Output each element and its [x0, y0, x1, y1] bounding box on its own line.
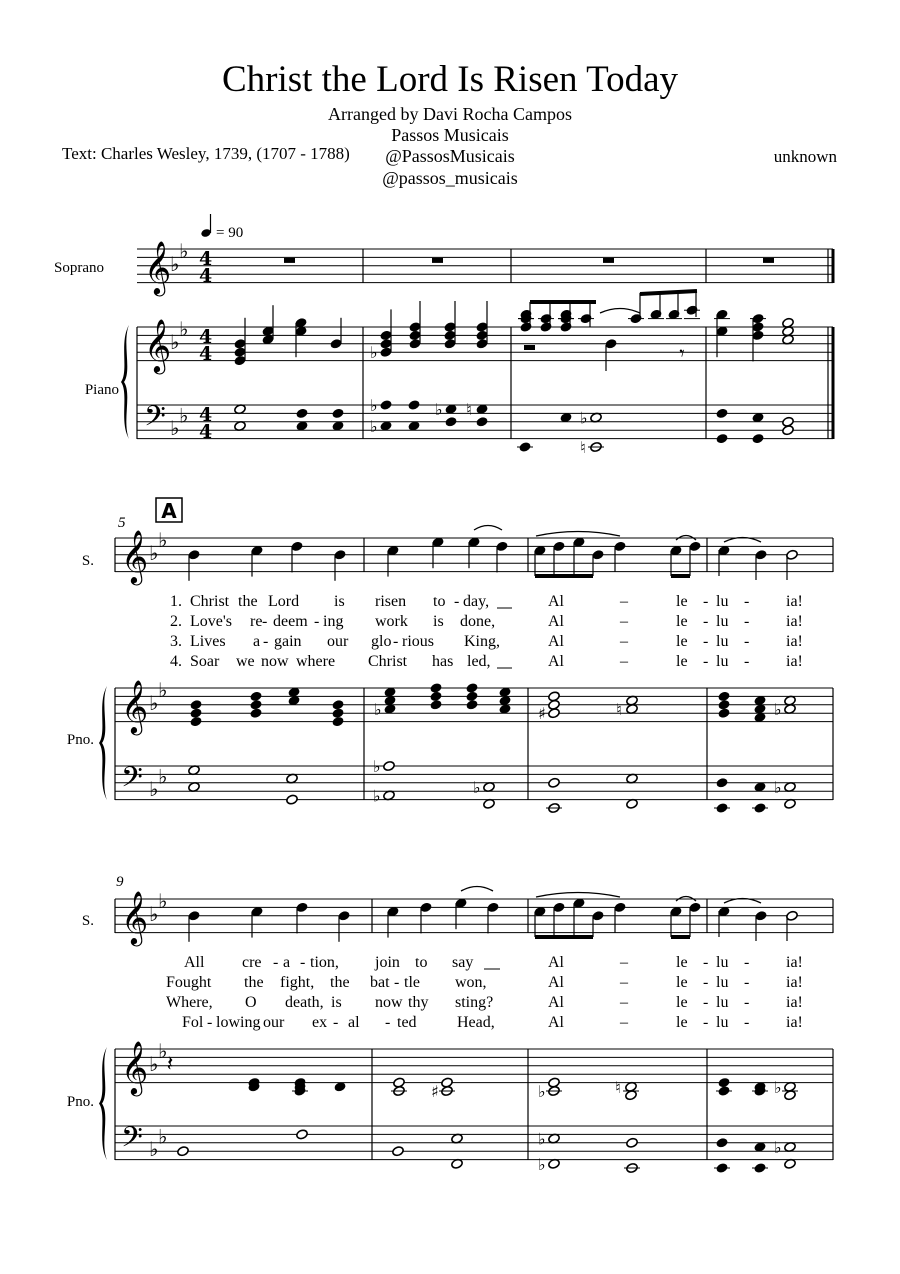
piano-brace — [121, 325, 129, 439]
lyric-syllable: lu — [716, 653, 729, 670]
note-head — [250, 699, 263, 710]
note-head — [752, 433, 765, 444]
lyric-syllable: le — [676, 653, 688, 670]
lyric-syllable: - — [385, 1014, 391, 1031]
lyric-syllable: rious — [402, 633, 434, 650]
accidental: ♭ — [774, 700, 782, 719]
lyric-syllable: now — [261, 653, 289, 670]
note-head — [332, 408, 345, 419]
note-head — [716, 408, 729, 419]
lyric-syllable: Al — [548, 974, 564, 991]
note-head — [466, 699, 479, 710]
note-head — [548, 777, 561, 788]
lyric-syllable: Lives — [190, 633, 226, 650]
slur — [461, 887, 493, 892]
lyric-syllable: join — [375, 954, 400, 971]
key-signature-flat: ♭ — [149, 1051, 159, 1076]
whole-rest — [432, 258, 443, 263]
key-signature-flat: ♭ — [158, 889, 168, 914]
key-signature-flat: ♭ — [149, 690, 159, 715]
time-signature: 4 — [199, 248, 213, 270]
time-signature: 4 — [199, 404, 213, 426]
key-signature-flat: ♭ — [170, 416, 180, 441]
lyric-syllable: 2. — [170, 613, 182, 630]
lyric-syllable: – — [620, 994, 628, 1011]
accidental: ♮ — [616, 700, 622, 719]
lyric-syllable: - — [393, 633, 399, 650]
lyric-syllable: Fol — [182, 1014, 204, 1031]
treble-clef: 𝄞 — [121, 679, 149, 733]
publisher-credit: Passos Musicais — [391, 125, 509, 145]
bass-clef: 𝄢 — [121, 761, 143, 801]
lyric-syllable: – — [620, 653, 628, 670]
accidental: ♭ — [580, 408, 588, 428]
lyric-syllable: 3. — [170, 633, 182, 650]
lyric-syllable: a — [253, 633, 261, 650]
lyric-syllable: - — [333, 1014, 339, 1031]
lyric-syllable: Al — [548, 593, 564, 610]
soprano-label: Soprano — [54, 260, 104, 276]
lyric-syllable: 4. — [170, 653, 182, 670]
lyric-syllable: say — [452, 954, 474, 971]
poet-credit: Text: Charles Wesley, 1739, (1707 - 1788) — [62, 144, 350, 163]
publisher-handle: @PassosMusicais — [385, 146, 515, 166]
lyric-syllable: - — [394, 974, 400, 991]
lyric-syllable: death, — [285, 994, 324, 1011]
lyric-syllable: is — [433, 613, 444, 630]
lyric-syllable: - — [744, 954, 750, 971]
key-signature-flat: ♭ — [179, 239, 189, 264]
lyric-syllable: now — [375, 994, 403, 1011]
lyric-syllable: Love's — [190, 613, 232, 630]
measure-number: 5 — [118, 515, 126, 531]
lyric-syllable: al — [348, 1014, 360, 1031]
lyric-syllable: ted — [397, 1014, 417, 1031]
lyric-syllable: is — [331, 994, 342, 1011]
lyric-syllable: Al — [548, 633, 564, 650]
whole-rest — [524, 345, 535, 350]
lyric-syllable: – — [620, 613, 628, 630]
note-head — [296, 408, 309, 419]
lyric-syllable: where — [296, 653, 336, 670]
accidental: ♯ — [431, 1082, 439, 1101]
slur — [474, 526, 502, 531]
lyric-syllable: - — [703, 1014, 709, 1031]
bass-clef: 𝄢 — [121, 1121, 143, 1161]
lyric-syllable: King, — [464, 633, 500, 650]
note-head — [430, 691, 443, 702]
accidental: ♭ — [473, 778, 481, 797]
lyric-syllable: ia! — [786, 994, 803, 1011]
lyric-syllable: ia! — [786, 593, 803, 610]
lyric-syllable: - — [207, 1014, 213, 1031]
lyric-syllable: our — [327, 633, 349, 650]
lyric-syllable: tion, — [310, 954, 339, 971]
eighth-rest: 𝄾 — [679, 341, 685, 365]
note-head — [718, 691, 731, 702]
lyric-syllable: to — [433, 593, 446, 610]
note-head — [286, 794, 299, 805]
lyric-syllable: lu — [716, 954, 729, 971]
lyric-syllable: cre — [242, 954, 262, 971]
lyric-syllable: ia! — [786, 653, 803, 670]
accidental: ♭ — [774, 1077, 782, 1097]
accidental: ♭ — [774, 778, 782, 797]
lyric-syllable: le — [676, 994, 688, 1011]
accidental: ♭ — [374, 700, 382, 719]
note-head — [332, 708, 345, 719]
lyric-syllable: – — [620, 974, 628, 991]
soprano-staff — [137, 249, 833, 283]
key-signature-flat: ♭ — [170, 329, 180, 354]
note-head — [430, 682, 443, 693]
lyric-syllable: Fought — [166, 974, 212, 991]
soprano-short-label: S. — [81, 913, 94, 929]
note-head — [408, 399, 421, 410]
lyric-syllable: - — [744, 653, 750, 670]
key-signature-flat: ♭ — [149, 901, 159, 926]
lyric-syllable: - — [262, 613, 268, 630]
note-head — [430, 699, 443, 710]
key-signature-flat: ♭ — [158, 764, 168, 789]
lyric-syllable: - — [744, 593, 750, 610]
note-head — [466, 691, 479, 702]
key-signature-flat: ♭ — [158, 528, 168, 553]
note-head — [718, 699, 731, 710]
lyric-syllable: – — [620, 954, 628, 971]
piano-treble-staff — [115, 1049, 833, 1083]
lyric-syllable: risen — [375, 593, 407, 610]
rehearsal-mark: A — [161, 499, 177, 523]
lyric-syllable: – — [620, 593, 628, 610]
whole-rest — [284, 258, 295, 263]
piano-brace — [99, 1047, 107, 1160]
lyric-syllable: - — [273, 954, 279, 971]
note-head — [476, 416, 489, 427]
lyric-syllable: ia! — [786, 613, 803, 630]
treble-clef: 𝄞 — [121, 890, 149, 944]
composer-credit: unknown — [773, 147, 837, 166]
lyric-syllable: tle — [404, 974, 420, 991]
lyric-syllable: - — [314, 613, 320, 630]
accidental: ♭ — [774, 1138, 782, 1157]
soprano-short-label: S. — [81, 553, 94, 569]
key-signature-flat: ♭ — [158, 1124, 168, 1149]
lyric-syllable: led, — [467, 653, 491, 670]
slur — [536, 532, 620, 537]
note-head — [380, 399, 393, 410]
note-head — [548, 708, 561, 719]
lyric-syllable: le — [676, 974, 688, 991]
time-signature: 4 — [199, 343, 213, 365]
key-signature-flat: ♭ — [179, 403, 189, 428]
note-head — [718, 1077, 731, 1088]
lyric-syllable: - — [703, 593, 709, 610]
lyric-syllable: Al — [548, 613, 564, 630]
lyric-syllable: the — [330, 974, 350, 991]
accidental: ♮ — [580, 438, 586, 457]
lyric-syllable: le — [676, 613, 688, 630]
treble-clef: 𝄞 — [121, 1040, 149, 1094]
note-head — [716, 777, 729, 788]
lyric-syllable: fight, — [280, 974, 315, 991]
lyric-syllable: lu — [716, 633, 729, 650]
note-head — [716, 1137, 729, 1148]
note-head — [445, 416, 458, 427]
note-head — [718, 708, 731, 719]
lyric-syllable: 1. — [170, 593, 182, 610]
lyric-syllable: bat — [370, 974, 390, 991]
lyric-syllable: - — [744, 994, 750, 1011]
key-signature-flat: ♭ — [179, 317, 189, 342]
lyric-syllable: thy — [408, 994, 429, 1011]
lyric-syllable: – — [620, 1014, 628, 1031]
note-head — [626, 1137, 639, 1148]
note-head — [250, 691, 263, 702]
lyric-syllable: All — [184, 954, 205, 971]
arranger-credit: Arranged by Davi Rocha Campos — [328, 104, 572, 124]
note-head — [190, 708, 203, 719]
lyric-syllable: ia! — [786, 1014, 803, 1031]
note-head — [296, 1129, 309, 1140]
lyric-syllable: a — [283, 954, 291, 971]
note-head — [383, 760, 396, 771]
note-head — [332, 716, 345, 727]
lyric-syllable: ing — [323, 613, 344, 630]
bass-clef: 𝄢 — [144, 400, 166, 440]
lyric-syllable: our — [263, 1014, 285, 1031]
lyric-syllable: O — [245, 994, 257, 1011]
lyric-syllable: ia! — [786, 974, 803, 991]
lyric-syllable: Al — [548, 954, 564, 971]
lyric-syllable: sting? — [455, 994, 494, 1011]
lyric-syllable: Al — [548, 1014, 564, 1031]
accidental: ♭ — [435, 400, 443, 420]
lyric-syllable: - — [703, 994, 709, 1011]
key-signature-flat: ♭ — [158, 1039, 168, 1064]
lyric-syllable: le — [676, 633, 688, 650]
lyric-syllable: le — [676, 593, 688, 610]
note-head — [466, 682, 479, 693]
lyric-syllable: - — [263, 633, 269, 650]
lyric-syllable: is — [334, 593, 345, 610]
lyric-syllable: - — [744, 1014, 750, 1031]
time-signature: 4 — [199, 265, 213, 287]
lyric-syllable: Where, — [166, 994, 213, 1011]
lyric-syllable: – — [620, 633, 628, 650]
lyric-syllable: lu — [716, 1014, 729, 1031]
slur — [600, 309, 640, 314]
lyric-syllable: lu — [716, 994, 729, 1011]
lyric-syllable: - — [703, 633, 709, 650]
accidental: ♭ — [538, 1129, 546, 1149]
measure-number: 9 — [116, 874, 124, 890]
lyric-syllable: - — [744, 974, 750, 991]
lyric-syllable: re — [250, 613, 263, 630]
lyric-syllable: - — [703, 954, 709, 971]
lyric-syllable: the — [244, 974, 264, 991]
accidental: ♭ — [373, 786, 381, 806]
accidental: ♭ — [538, 1154, 546, 1174]
note-head — [177, 1146, 190, 1157]
lyric-syllable: Lord — [268, 593, 300, 610]
accidental: ♭ — [370, 396, 378, 415]
accidental: ♭ — [373, 757, 381, 776]
lyric-syllable: Al — [548, 653, 564, 670]
note-head — [190, 716, 203, 727]
lyric-syllable: done, — [460, 613, 496, 630]
lyric-syllable: ia! — [786, 633, 803, 650]
accidental: ♯ — [538, 704, 546, 724]
lyric-syllable: - — [744, 613, 750, 630]
accidental: ♮ — [466, 400, 472, 420]
lyric-syllable: - — [703, 974, 709, 991]
piano-short-label: Pno. — [66, 732, 94, 748]
lyric-syllable: lowing — [216, 1014, 261, 1031]
piano-short-label: Pno. — [66, 1094, 94, 1110]
accidental: ♭ — [370, 343, 378, 363]
lyric-syllable: gain — [274, 633, 302, 650]
lyric-syllable: Soar — [190, 653, 220, 670]
key-signature-flat: ♭ — [149, 1137, 159, 1162]
accidental: ♭ — [538, 1082, 546, 1101]
lyric-syllable: - — [703, 613, 709, 630]
note-head — [782, 425, 795, 436]
lyric-syllable: lu — [716, 593, 729, 610]
treble-clef: 𝄞 — [121, 529, 149, 583]
piano-label: Piano — [84, 382, 119, 398]
slur — [536, 893, 620, 898]
lyric-syllable: Christ — [368, 653, 408, 670]
time-signature: 4 — [199, 326, 213, 348]
piano-brace — [99, 686, 107, 800]
lyric-syllable: lu — [716, 613, 729, 630]
key-signature-flat: ♭ — [149, 540, 159, 565]
key-signature-flat: ♭ — [170, 251, 180, 276]
note-head — [392, 1146, 405, 1157]
beam — [640, 291, 697, 294]
note-head — [250, 708, 263, 719]
lyric-syllable: glo — [371, 633, 392, 650]
lyric-syllable: work — [375, 613, 408, 630]
tempo-marking: = 90 — [216, 225, 244, 241]
publisher-handle-alt: @passos_musicais — [382, 168, 518, 188]
lyric-syllable: - — [300, 954, 306, 971]
treble-clef: 𝄞 — [144, 318, 172, 372]
note-head — [190, 699, 203, 710]
whole-rest — [763, 258, 774, 263]
lyric-syllable: ex — [312, 1014, 328, 1031]
accidental: ♭ — [370, 417, 378, 436]
lyric-syllable: - — [703, 653, 709, 670]
lyric-syllable: lu — [716, 974, 729, 991]
lyric-syllable: day, — [463, 593, 490, 610]
lyric-syllable: Christ — [190, 593, 230, 610]
key-signature-flat: ♭ — [149, 777, 159, 802]
note-head — [332, 699, 345, 710]
lyric-syllable: to — [415, 954, 428, 971]
lyric-syllable: we — [236, 653, 255, 670]
whole-rest — [603, 258, 614, 263]
lyric-syllable: the — [238, 593, 258, 610]
soprano-staff — [115, 899, 833, 933]
lyric-syllable: deem — [273, 613, 308, 630]
score-title: Christ the Lord Is Risen Today — [221, 59, 679, 100]
lyric-syllable: Al — [548, 994, 564, 1011]
lyric-syllable: won, — [455, 974, 487, 991]
lyric-syllable: le — [676, 954, 688, 971]
treble-clef: 𝄞 — [144, 240, 172, 294]
accidental: ♮ — [615, 1077, 621, 1097]
time-signature: 4 — [199, 421, 213, 443]
note-head — [716, 433, 729, 444]
lyric-syllable: Head, — [457, 1014, 495, 1031]
lyric-syllable: le — [676, 1014, 688, 1031]
lyric-syllable: - — [454, 593, 460, 610]
quarter-rest: 𝄽 — [166, 1052, 174, 1077]
lyric-syllable: ia! — [786, 954, 803, 971]
key-signature-flat: ♭ — [158, 678, 168, 703]
lyric-syllable: has — [432, 653, 454, 670]
lyric-syllable: - — [744, 633, 750, 650]
